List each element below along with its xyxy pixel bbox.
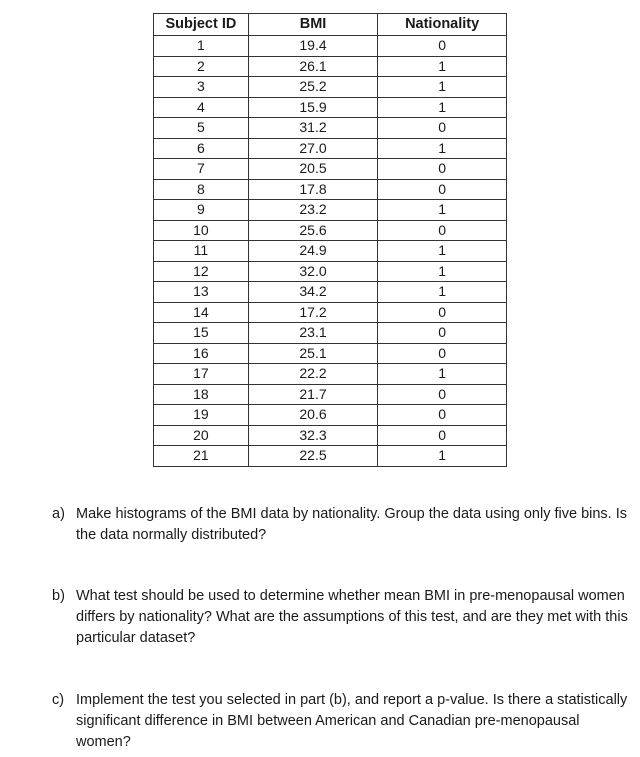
bmi-data-table <box>153 13 507 467</box>
table-body <box>154 36 507 467</box>
nationality-cell: 0 <box>378 220 507 241</box>
bmi-cell: 23.1 <box>248 323 377 344</box>
table-row <box>154 364 507 385</box>
table-header-row <box>154 14 507 36</box>
bmi-cell: 34.2 <box>248 282 377 303</box>
question-b-text: What test should be used to determine whether mean BMI in pre-menopausal women differs by nationality? What are the assumptions of this test, and are they met with this particular dataset? <box>76 588 628 646</box>
subject-id-cell: 18 <box>154 384 249 405</box>
question-c <box>52 690 632 753</box>
subject-id-cell: 15 <box>154 323 249 344</box>
table-row <box>154 36 507 57</box>
subject-id-cell: 4 <box>154 97 249 118</box>
nationality-cell: 1 <box>378 282 507 303</box>
subject-id-cell: 8 <box>154 179 249 200</box>
subject-id-cell: 10 <box>154 220 249 241</box>
table-row <box>154 323 507 344</box>
bmi-cell: 15.9 <box>248 97 377 118</box>
bmi-cell: 22.2 <box>248 364 377 385</box>
question-a-label: a) <box>52 506 65 522</box>
subject-id-cell: 11 <box>154 241 249 262</box>
subject-id-cell: 14 <box>154 302 249 323</box>
bmi-cell: 26.1 <box>248 56 377 77</box>
bmi-cell: 25.2 <box>248 77 377 98</box>
nationality-cell: 0 <box>378 36 507 57</box>
subject-id-cell: 7 <box>154 159 249 180</box>
table-row <box>154 405 507 426</box>
bmi-cell: 23.2 <box>248 200 377 221</box>
nationality-cell: 1 <box>378 364 507 385</box>
header-subject-id: Subject ID <box>154 14 249 36</box>
bmi-cell: 25.1 <box>248 343 377 364</box>
bmi-cell: 31.2 <box>248 118 377 139</box>
question-a <box>52 504 632 546</box>
subject-id-cell: 3 <box>154 77 249 98</box>
header-bmi: BMI <box>248 14 377 36</box>
table-row <box>154 97 507 118</box>
table-row <box>154 446 507 467</box>
subject-id-cell: 2 <box>154 56 249 77</box>
table-row <box>154 220 507 241</box>
subject-id-cell: 12 <box>154 261 249 282</box>
table-row <box>154 261 507 282</box>
nationality-cell: 1 <box>378 138 507 159</box>
nationality-cell: 1 <box>378 241 507 262</box>
subject-id-cell: 9 <box>154 200 249 221</box>
nationality-cell: 1 <box>378 97 507 118</box>
question-b <box>52 586 632 649</box>
table-row <box>154 159 507 180</box>
subject-id-cell: 13 <box>154 282 249 303</box>
subject-id-cell: 6 <box>154 138 249 159</box>
subject-id-cell: 17 <box>154 364 249 385</box>
question-c-label: c) <box>52 692 65 708</box>
bmi-cell: 22.5 <box>248 446 377 467</box>
bmi-cell: 25.6 <box>248 220 377 241</box>
nationality-cell: 1 <box>378 261 507 282</box>
subject-id-cell: 16 <box>154 343 249 364</box>
nationality-cell: 0 <box>378 302 507 323</box>
table-row <box>154 425 507 446</box>
nationality-cell: 0 <box>378 343 507 364</box>
bmi-cell: 32.0 <box>248 261 377 282</box>
subject-id-cell: 19 <box>154 405 249 426</box>
table-row <box>154 138 507 159</box>
bmi-cell: 17.8 <box>248 179 377 200</box>
nationality-cell: 0 <box>378 179 507 200</box>
bmi-cell: 20.6 <box>248 405 377 426</box>
question-b-label: b) <box>52 588 65 604</box>
nationality-cell: 0 <box>378 159 507 180</box>
subject-id-cell: 21 <box>154 446 249 467</box>
table-row <box>154 343 507 364</box>
nationality-cell: 1 <box>378 200 507 221</box>
bmi-cell: 17.2 <box>248 302 377 323</box>
table-row <box>154 179 507 200</box>
nationality-cell: 0 <box>378 384 507 405</box>
subject-id-cell: 20 <box>154 425 249 446</box>
question-a-text: Make histograms of the BMI data by nationality. Group the data using only five bins. Is the data normally distributed? <box>76 506 628 543</box>
table-row <box>154 282 507 303</box>
table-row <box>154 56 507 77</box>
bmi-cell: 19.4 <box>248 36 377 57</box>
nationality-cell: 0 <box>378 405 507 426</box>
subject-id-cell: 1 <box>154 36 249 57</box>
table-row <box>154 77 507 98</box>
nationality-cell: 0 <box>378 118 507 139</box>
nationality-cell: 1 <box>378 77 507 98</box>
table-row <box>154 200 507 221</box>
nationality-cell: 1 <box>378 446 507 467</box>
subject-id-cell: 5 <box>154 118 249 139</box>
bmi-cell: 32.3 <box>248 425 377 446</box>
bmi-cell: 27.0 <box>248 138 377 159</box>
bmi-cell: 20.5 <box>248 159 377 180</box>
nationality-cell: 0 <box>378 425 507 446</box>
bmi-cell: 21.7 <box>248 384 377 405</box>
nationality-cell: 0 <box>378 323 507 344</box>
table-row <box>154 302 507 323</box>
bmi-cell: 24.9 <box>248 241 377 262</box>
header-nationality: Nationality <box>378 14 507 36</box>
table-row <box>154 384 507 405</box>
question-c-text: Implement the test you selected in part (b), and report a p-value. Is there a statistically significant difference in BMI between American and Canadian pre-menopausal women? <box>76 692 628 750</box>
table-row <box>154 241 507 262</box>
nationality-cell: 1 <box>378 56 507 77</box>
table-row <box>154 118 507 139</box>
